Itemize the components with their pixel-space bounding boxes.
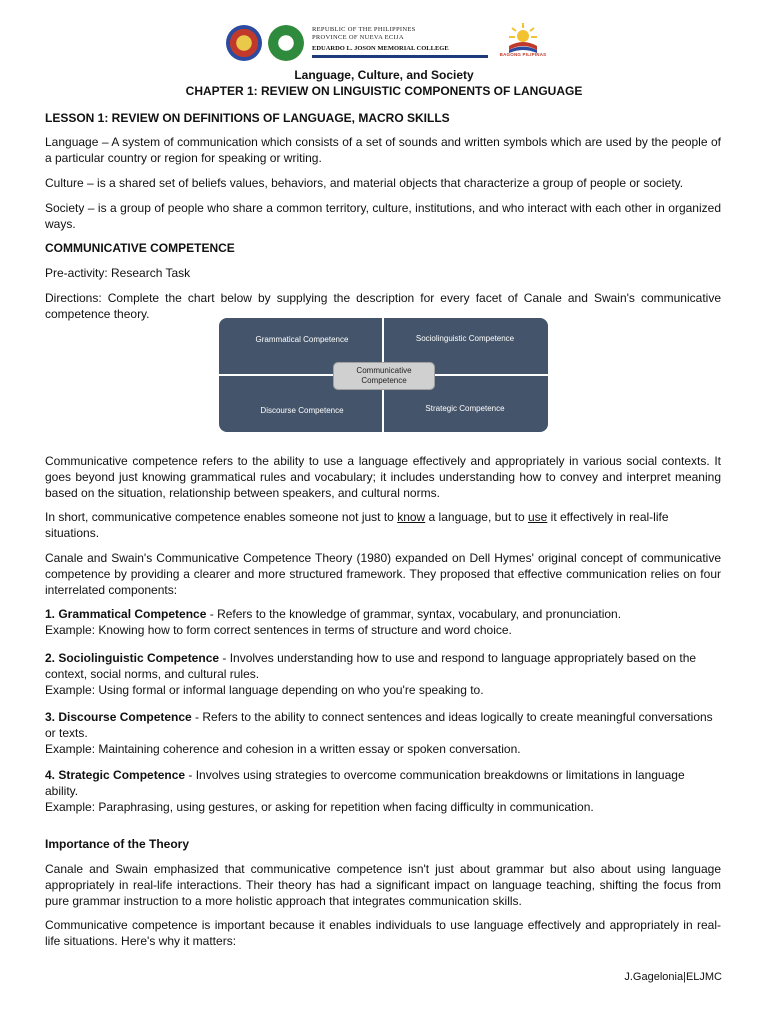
province-line: PROVINCE OF NUEVA ECIJA xyxy=(312,34,404,41)
in-short-know: know xyxy=(397,510,426,524)
bagong-pilipinas-icon xyxy=(506,22,540,54)
republic-line: REPUBLIC OF THE PHILIPPINES xyxy=(312,26,416,33)
preactivity-text: Pre-activity: Research Task xyxy=(45,266,191,280)
quadrant-strategic: Strategic Competence xyxy=(425,404,505,413)
definition-culture: Culture – is a shared set of beliefs values, behaviors, and material objects that characterize a group of people or society. xyxy=(45,176,684,190)
quadrant-sociolinguistic: Sociolinguistic Competence xyxy=(415,334,515,343)
letterhead-rule xyxy=(312,55,488,58)
in-short-use: use xyxy=(527,510,548,524)
component-sociolinguistic xyxy=(45,650,721,698)
component-desc: - Refers to the ability to connect sentences and ideas logically to create meaningful conversations or texts. xyxy=(45,710,713,740)
paragraph-communicative-competence: Communicative competence refers to the ability to use a language effectively and appropriately in various social contexts. It goes beyond just knowing grammatical rules and vocabulary; it includes understanding how to convey and interpret meaning based on the situation, relationship between speakers, and cultural norms. xyxy=(45,454,721,500)
directions-text: Directions: Complete the chart below by supplying the description for every facet of Canale and Swain's communicative competence theory. xyxy=(45,291,721,321)
paragraph-importance-2: Communicative competence is important because it enables individuals to use language effectively and appropriately in real-life situations. Here's why it matters: xyxy=(45,918,721,948)
letterhead xyxy=(222,22,552,64)
definition-society: Society – is a group of people who share a common territory, culture, institutions, and who interact with each other in organized ways. xyxy=(45,201,721,231)
course-title: Language, Culture, and Society xyxy=(294,68,474,82)
diagram-center xyxy=(333,362,435,390)
component-strategic xyxy=(45,767,721,815)
component-example: Example: Knowing how to form correct sentences in terms of structure and word choice. xyxy=(45,623,512,637)
paragraph-canale-swain: Canale and Swain's Communicative Competence Theory (1980) expanded on Dell Hymes' original concept of communicative competence by providing a clearer and more structured framework. They proposed that effective communication relies on four interrelated components: xyxy=(45,551,721,597)
component-desc: - Involves using strategies to overcome communication breakdowns or limitations in language ability. xyxy=(45,768,685,798)
lesson-heading: LESSON 1: REVIEW ON DEFINITIONS OF LANGUAGE, MACRO SKILLS xyxy=(45,111,450,125)
component-title: 3. Discourse Competence xyxy=(45,710,192,724)
province-seal-icon xyxy=(226,25,262,61)
quadrant-grammatical: Grammatical Competence xyxy=(255,335,349,344)
college-name: EDUARDO L. JOSON MEMORIAL COLLEGE xyxy=(312,45,449,52)
definition-language: Language – A system of communication which consists of a set of sounds and written symbols which are used by the people of a particular country or region for speaking or writing. xyxy=(45,135,721,165)
communicative-competence-heading: COMMUNICATIVE COMPETENCE xyxy=(45,241,235,255)
component-example: Example: Using formal or informal language depending on who you're speaking to. xyxy=(45,683,484,697)
component-desc: - Involves understanding how to use and respond to language appropriately based on the context, social norms, and cultural rules. xyxy=(45,651,697,681)
component-desc: - Refers to the knowledge of grammar, syntax, vocabulary, and pronunciation. xyxy=(206,607,622,621)
in-short-pre: In short, communicative competence enables someone not just to xyxy=(45,510,398,524)
component-example: Example: Maintaining coherence and cohesion in a written essay or spoken conversation. xyxy=(45,742,521,756)
letterhead-text xyxy=(312,26,487,53)
in-short-post: it effectively in real-life situations. xyxy=(45,510,669,540)
paragraph-importance-1: Canale and Swain emphasized that communicative competence isn't just about grammar but also about using language appropriately in real-life interactions. Their theory has had a significant impact on language teaching, shifting the focus from pure grammar instruction to a more holistic approach that integrates communication skills. xyxy=(45,862,721,908)
component-title: 4. Strategic Competence xyxy=(45,768,186,782)
footer-author: J.Gagelonia|ELJMC xyxy=(624,971,722,983)
component-example: Example: Paraphrasing, using gestures, or asking for repetition when facing difficulty in communication. xyxy=(45,800,594,814)
component-title: 2. Sociolinguistic Competence xyxy=(45,651,220,665)
quadrant-discourse: Discourse Competence xyxy=(260,406,344,415)
bagong-pilipinas-text: BAGONG PILIPINAS xyxy=(499,52,547,57)
in-short-mid: a language, but to xyxy=(425,510,528,524)
paragraph-in-short xyxy=(45,509,721,541)
bagong-pilipinas-logo xyxy=(494,22,552,64)
importance-heading: Importance of the Theory xyxy=(45,837,190,851)
component-title: 1. Grammatical Competence xyxy=(45,607,207,621)
component-grammatical xyxy=(45,606,721,638)
college-seal-icon xyxy=(268,25,304,61)
chapter-title: CHAPTER 1: REVIEW ON LINGUISTIC COMPONENTS OF LANGUAGE xyxy=(185,84,583,98)
component-discourse xyxy=(45,709,721,757)
diagram-center-label: Communicative Competence xyxy=(356,366,412,385)
